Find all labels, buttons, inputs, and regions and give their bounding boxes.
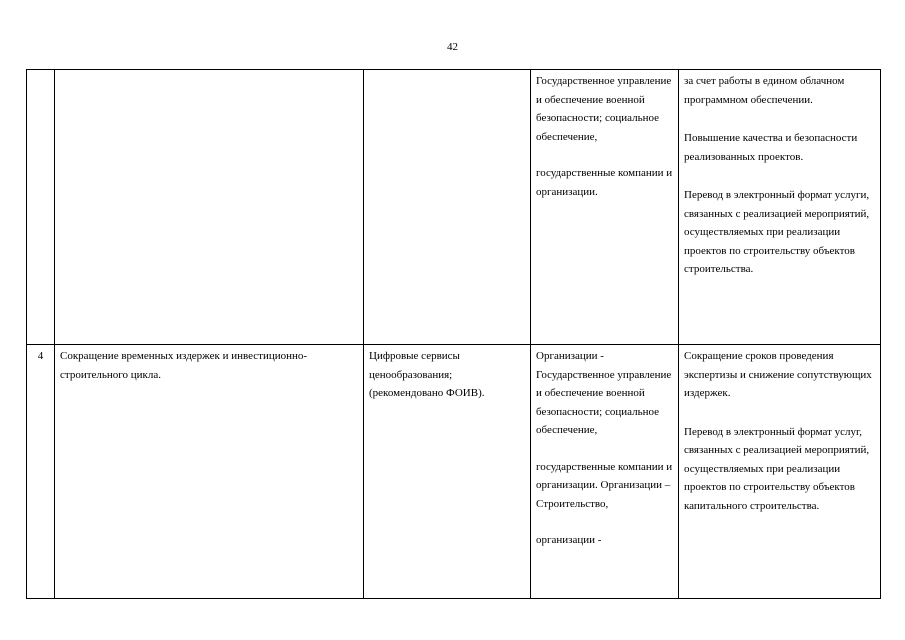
measure-cell: Сокращение временных издержек и инвестиционно-строительного цикла. [55, 345, 364, 599]
sectors-text: государственные компании и организации. [536, 167, 673, 198]
effects-text: Перевод в электронный формат услуги, связанных с реализацией мероприятий, осуществляемых при реализации проектов по строительству объектов строительства. [684, 189, 870, 275]
service-text: Цифровые сервисы ценообразования; [369, 350, 460, 381]
data-table [26, 69, 881, 599]
effects-text: Перевод в электронный формат услуг, связанных с реализацией мероприятий, осуществляемых при реализации проектов по строительству объектов капитального строительства. [684, 425, 870, 512]
sectors-text: организации - [536, 534, 602, 546]
service-text: (рекомендовано ФОИВ). [369, 387, 485, 399]
effects-text: за счет работы в едином облачном программном обеспечении. [684, 75, 845, 106]
effects-text: Сокращение сроков проведения экспертизы и снижение сопутствующих издержек. [684, 350, 872, 399]
page-number: 42 [447, 41, 458, 53]
sectors-cell [531, 345, 679, 599]
table-row [27, 70, 881, 345]
service-cell [364, 345, 531, 599]
sectors-text: Государственное управление и обеспечение военной безопасности; социальное обеспечение, [536, 75, 672, 143]
sectors-cell [531, 70, 679, 345]
effects-text: Повышение качества и безопасности реализованных проектов. [684, 132, 858, 163]
sectors-text: государственные компании и организации. Организации – Строительство, [536, 460, 673, 510]
effects-cell [679, 345, 881, 599]
measure-cell [55, 70, 364, 345]
effects-cell [679, 70, 881, 345]
row-number-cell: 4 [27, 345, 55, 599]
service-cell [364, 70, 531, 345]
row-number-cell [27, 70, 55, 345]
sectors-text: Организации - Государственное управление и обеспечение военной безопасности; социальное обеспечение, [536, 350, 672, 436]
table-row [27, 345, 881, 599]
